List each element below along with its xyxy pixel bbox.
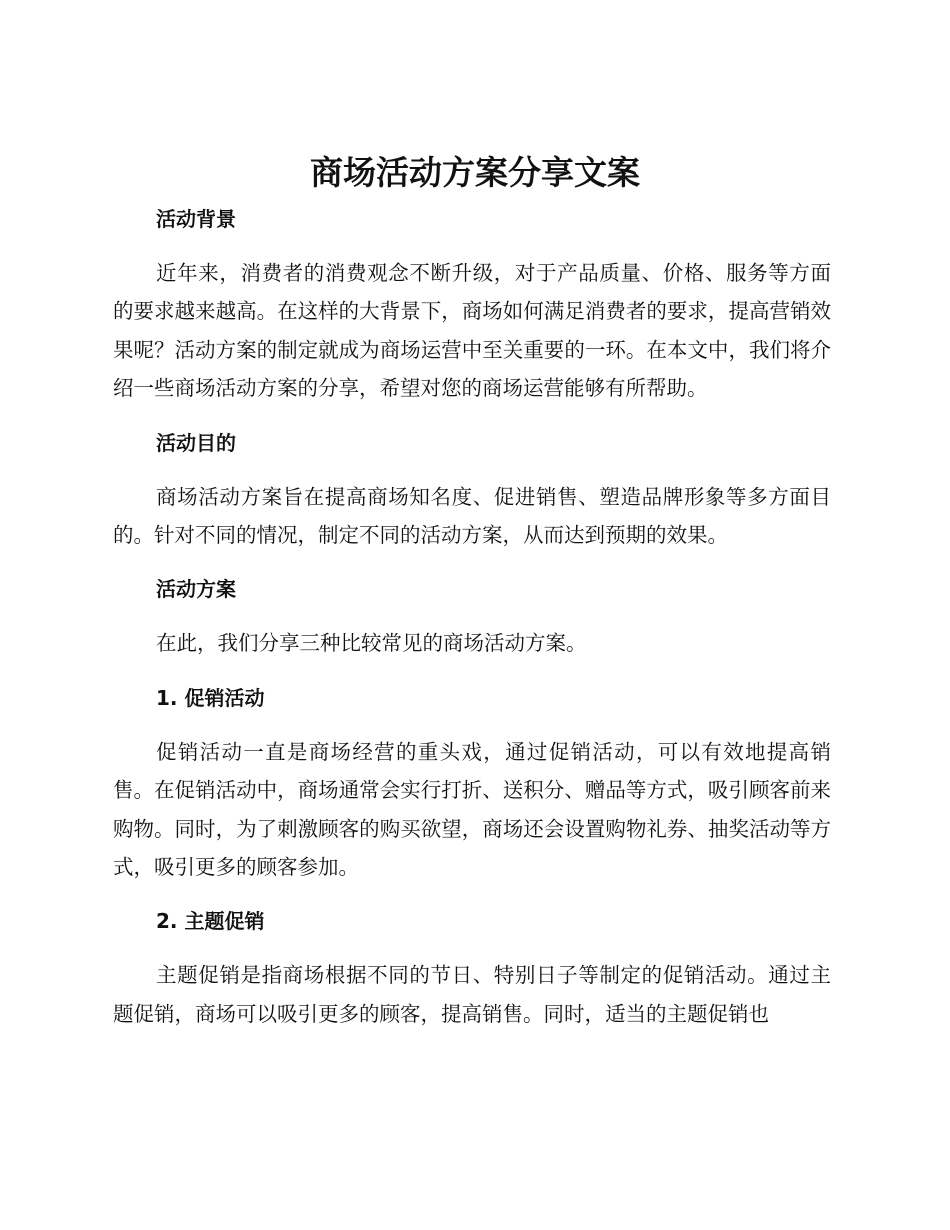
paragraph-item1: 促销活动一直是商场经营的重头戏，通过促销活动，可以有效地提高销售。在促销活动中，商场通常会实行打折、送积分、赠品等方式，吸引顾客前来购物。同时，为了刺激顾客的购买欲望，商场还会设置购物礼券、抽奖活动等方式，吸引更多的顾客参加。: [113, 739, 831, 880]
paragraph-background: 近年来，消费者的消费观念不断升级，对于产品质量、价格、服务等方面的要求越来越高。在这样的大背景下，商场如何满足消费者的要求，提高营销效果呢？活动方案的制定就成为商场运营中至关重要的一环。在本文中，我们将介绍一些商场活动方案的分享，希望对您的商场运营能够有所帮助。: [113, 261, 831, 401]
document-title: 商场活动方案分享文案: [310, 153, 640, 192]
section-heading-purpose: 活动目的: [156, 430, 236, 455]
section-heading-plan: 活动方案: [156, 577, 236, 602]
section-heading-item1: 1. 促销活动: [156, 685, 265, 710]
paragraph-item2: 主题促销是指商场根据不同的节日、特别日子等制定的促销活动。通过主题促销，商场可以吸引更多的顾客，提高销售。同时，适当的主题促销也: [113, 963, 831, 1026]
section-heading-item2: 2. 主题促销: [156, 909, 265, 934]
paragraph-plan: 在此，我们分享三种比较常见的商场活动方案。: [156, 631, 587, 656]
paragraph-purpose: 商场活动方案旨在提高商场知名度、促进销售、塑造品牌形象等多方面目的。针对不同的情况，制定不同的活动方案，从而达到预期的效果。: [113, 484, 831, 548]
section-heading-background: 活动背景: [156, 207, 236, 231]
document-body: [113, 200, 831, 1033]
